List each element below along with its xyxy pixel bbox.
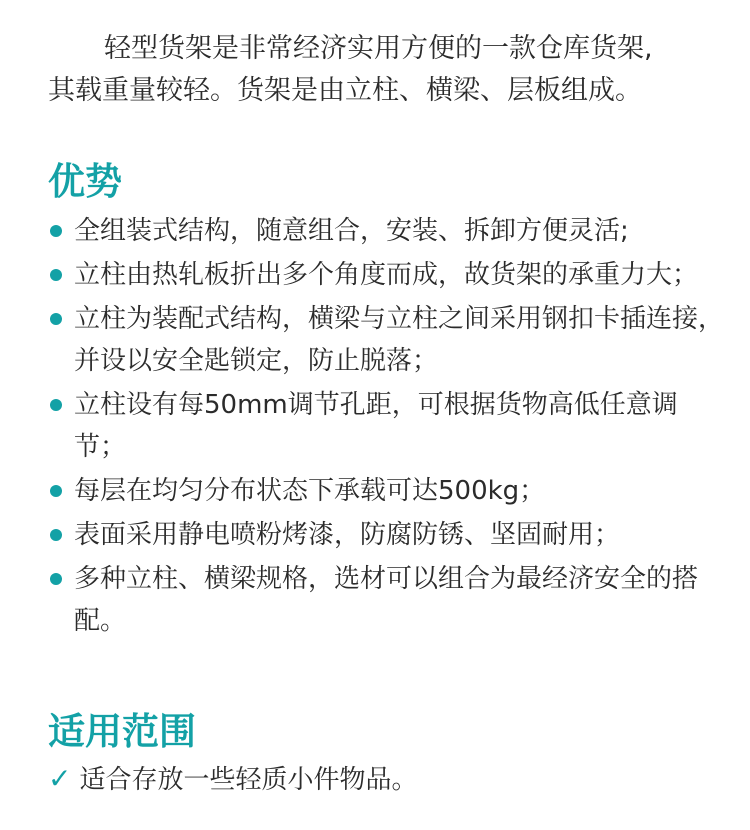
scope-item: [48, 758, 417, 801]
bullet-dot-icon: [50, 399, 62, 411]
bullet-dot-icon: [50, 269, 62, 281]
advantage-item-5: [48, 470, 728, 512]
advantage-text-5: 每层在均匀分布状态下承载可达500kg；: [74, 476, 546, 506]
advantages-list: [48, 210, 728, 644]
advantage-item-6: [48, 514, 728, 556]
advantage-text-7: 多种立柱、横梁规格，选材可以组合为最经济安全的搭配。: [74, 564, 699, 636]
bullet-dot-icon: [50, 529, 62, 541]
bullet-dot-icon: [50, 573, 62, 585]
advantage-text-3: 立柱为装配式结构，横梁与立柱之间采用钢扣卡插连接，并设以安全匙锁定，防止脱落；: [74, 304, 725, 376]
intro-line-1: 轻型货架是非常经济实用方便的一款仓库货架,: [104, 33, 653, 64]
advantage-item-2: [48, 254, 728, 296]
advantage-text-2: 立柱由热轧板折出多个角度而成，故货架的承重力大；: [74, 260, 699, 290]
advantage-text-1: 全组装式结构，随意组合，安装、拆卸方便灵活;: [74, 216, 629, 246]
advantages-heading: 优势: [48, 160, 122, 203]
advantage-item-7: [48, 558, 728, 642]
intro-paragraph: [48, 28, 718, 112]
bullet-dot-icon: [50, 485, 62, 497]
intro-line-2: 其载重量较轻。货架是由立柱、横梁、层板组成。: [48, 75, 642, 106]
advantage-item-4: [48, 384, 728, 468]
advantage-item-1: [48, 210, 728, 252]
bullet-dot-icon: [50, 313, 62, 325]
scope-heading: 适用范围: [48, 710, 196, 753]
bullet-dot-icon: [50, 225, 62, 237]
scope-item-text: 适合存放一些轻质小件物品。: [79, 765, 418, 795]
advantage-text-6: 表面采用静电喷粉烤漆，防腐防锈、坚固耐用；: [74, 520, 621, 550]
advantage-text-4: 立柱设有每50mm调节孔距，可根据货物高低任意调节；: [74, 390, 678, 462]
advantage-item-3: [48, 298, 728, 382]
checkmark-icon: ✓: [48, 762, 72, 795]
